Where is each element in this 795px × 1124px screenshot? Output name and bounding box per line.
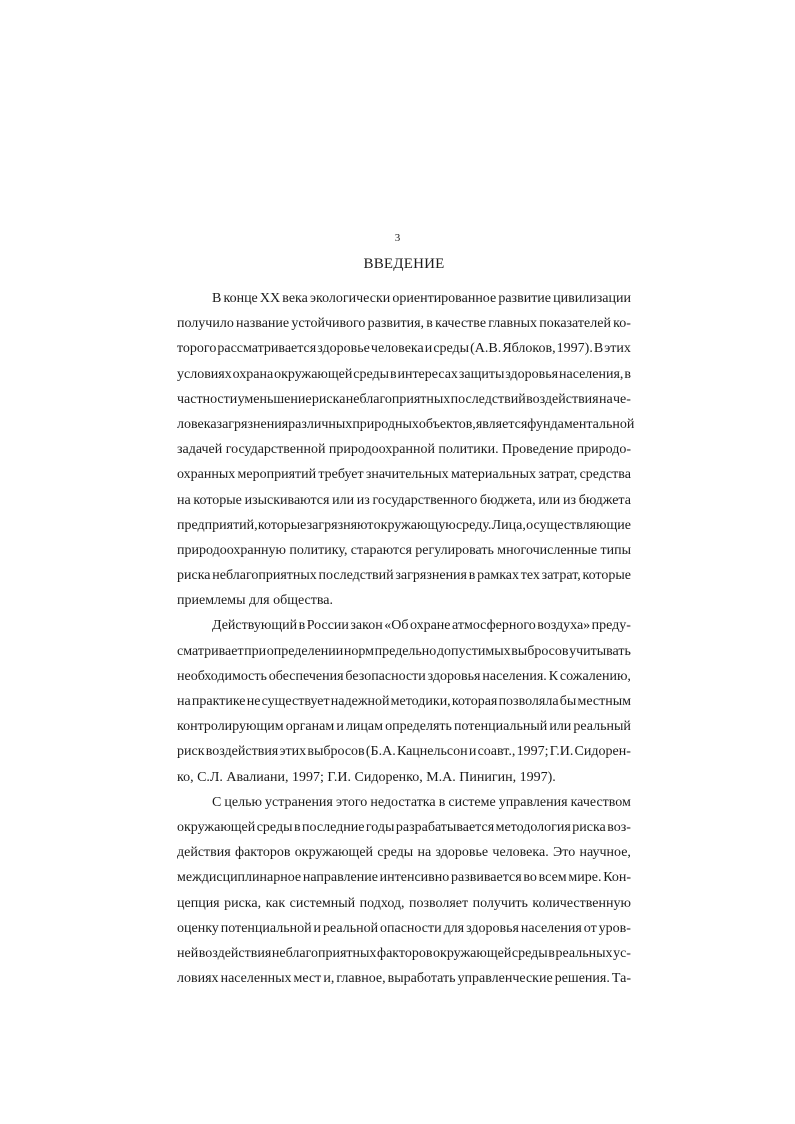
text-line: риск воздействия этих выбросов (Б.А. Кацнельсон и соавт., 1997; Г.И. Сидорен-	[177, 744, 631, 760]
text-line: оценку потенциальной и реальной опасности для здоровья населения от уров-	[177, 920, 631, 936]
text-line: ловиях населенных мест и, главное, выработать управленческие решения. Та-	[177, 971, 631, 987]
paragraph	[177, 613, 631, 789]
text-line: окружающей среды в последние годы разрабатывается методология риска воз-	[177, 819, 631, 835]
text-line: приемлемы для общества.	[177, 593, 334, 609]
text-line: природоохранную политику, стараются регулировать многочисленные типы	[177, 542, 631, 558]
text-line: торого рассматривается здоровье человека и среды (А.В. Яблоков, 1997). В этих	[177, 341, 631, 357]
text-line: С целью устранения этого недостатка в системе управления качеством	[212, 794, 631, 810]
text-line: получило название устойчивого развития, в качестве главных показателей ко-	[177, 316, 631, 332]
text-line: сматривает при определении норм предельно допустимых выбросов учитывать	[177, 643, 631, 659]
text-line: действия факторов окружающей среды на здоровье человека. Это научное,	[177, 845, 631, 861]
text-line: необходимость обеспечения безопасности здоровья населения. К сожалению,	[177, 668, 631, 684]
page-number: 3	[394, 232, 401, 244]
text-line: В конце XX века экологически ориентированное развитие цивилизации	[212, 291, 631, 306]
text-line: частности уменьшение риска неблагоприятных последствий воздействия на че-	[177, 391, 631, 407]
text-line: междисциплинарное направление интенсивно развивается во всем мире. Кон-	[177, 870, 631, 886]
text-line: на практике не существует надежной методики, которая позволяла бы местным	[177, 694, 631, 709]
paragraph	[177, 286, 635, 613]
paragraph	[177, 790, 631, 992]
section-title: ВВЕДЕНИЕ	[363, 256, 445, 272]
text-line: условиях охрана окружающей среды в интересах защиты здоровья населения, в	[177, 366, 631, 382]
text-line: задачей государственной природоохранной политики. Проведение природо-	[177, 442, 631, 458]
text-line: риска неблагоприятных последствий загрязнения в рамках тех затрат, которые	[177, 568, 631, 584]
text-line: ко, С.Л. Авалиани, 1997; Г.И. Сидоренко, М.А. Пинигин, 1997).	[177, 769, 556, 785]
text-line: на которые изыскиваются или из государственного бюджета, или из бюджета	[177, 492, 631, 508]
text-line: цепция риска, как системный подход, позволяет получить количественную	[177, 895, 631, 911]
text-line: Действующий в России закон «Об охране атмосферного воздуха» преду-	[212, 618, 631, 634]
text-line: охранных мероприятий требует значительных материальных затрат, средства	[177, 467, 631, 483]
text-line: ней воздействия неблагоприятных факторов окружающей среды в реальных ус-	[177, 945, 631, 961]
body-text	[177, 286, 635, 991]
text-line: контролирующим органам и лицам определять потенциальный или реальный	[177, 719, 631, 735]
text-line: предприятий, которые загрязняют окружающую среду. Лица, осуществляющие	[177, 517, 631, 533]
text-line: ловека загрязнения различных природных объектов, является фундаментальной	[177, 416, 635, 432]
